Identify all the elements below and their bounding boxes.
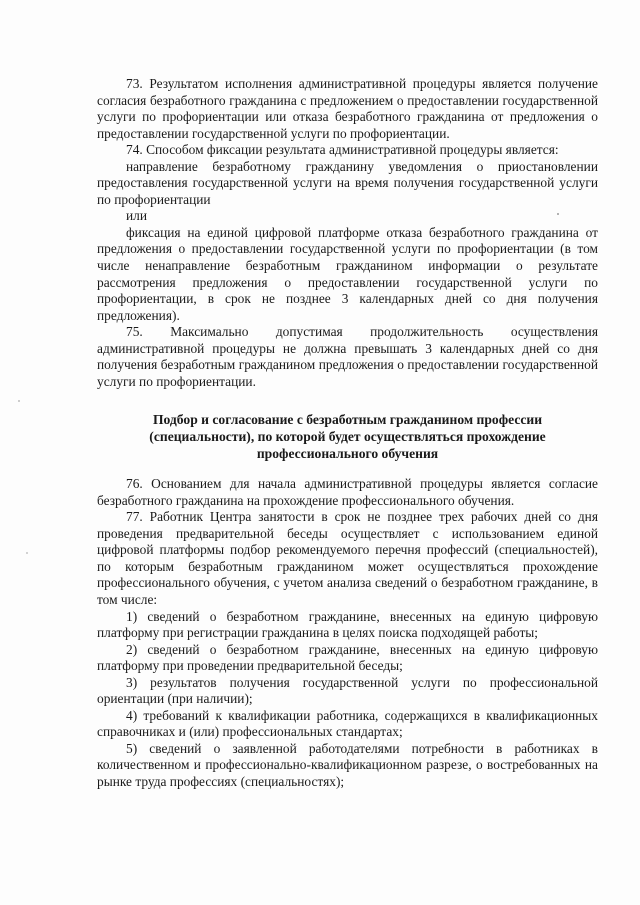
paragraph-77-item-2: 2) сведений о безработном гражданине, внесенных на единую цифровую платформу при проведении предварительной беседы;: [97, 641, 598, 674]
paragraph-77-item-1: 1) сведений о безработном гражданине, внесенных на единую цифровую платформу при регистрации гражданина в целях поиска подходящей работы;: [97, 608, 598, 641]
paragraph-75: 75. Максимально допустимая продолжительность осуществления административной процедуры не должна превышать 3 календарных дней со дня получения безработным гражданином предложения о предоставлении государственной услуги по профориентации.: [97, 324, 598, 389]
document-body: [97, 76, 598, 791]
paragraph-74-or: или: [126, 208, 148, 224]
scan-speck: [26, 552, 28, 554]
paragraph-77-item-5: 5) сведений о заявленной работодателями потребности в работниках в количественном и профессионально-квалификационном разрезе, о востребованных на рынке труда профессиях (специальностях);: [97, 740, 598, 790]
paragraph-73: 73. Результатом исполнения административной процедуры является получение согласия безработного гражданина с предложением о предоставлении государственной услуги по профориентации или отказа безработного гражданина от предложения о предоставлении государственной услуги по профориентации.: [97, 76, 598, 141]
section-heading: Подбор и согласование с безработным гражданином профессии (специальности), по которой будет осуществляться прохождение профессионального обучения: [149, 412, 546, 461]
paragraph-74-option-a: направление безработному гражданину уведомления о приостановлении предоставления государственной услуги на время получения государственной услуги по профориентации: [97, 158, 598, 207]
scan-speck: [18, 400, 20, 402]
paragraph-77: 77. Работник Центра занятости в срок не позднее трех рабочих дней со дня проведения предварительной беседы осуществляет с использованием единой цифровой платформы подбор рекомендуемого перечня профессий (специальностей), по которым безработным гражданином может осуществляться прохождение профессионального обучения, с учетом анализа сведений о безработном гражданине, в том числе:: [97, 509, 598, 607]
paragraph-74-option-b: фиксация на единой цифровой платформе отказа безработного гражданина от предложения о предоставлении государственной услуги по профориентации (в том числе ненаправление безработным гражданином информации о результате рассмотрения предложения о предоставлении государственной услуги по профориентации, в срок не позднее 3 календарных дней со дня получения предложения).: [97, 224, 598, 323]
paragraph-77-item-4: 4) требований к квалификации работника, содержащихся в квалификационных справочниках и (или) профессиональных стандартах;: [97, 707, 598, 740]
paragraph-77-item-3: 3) результатов получения государственной услуги по профессиональной ориентации (при наличии);: [97, 674, 598, 707]
paragraph-74: 74. Способом фиксации результата административной процедуры является:: [126, 142, 559, 158]
paragraph-76: 76. Основанием для начала административной процедуры является согласие безработного гражданина на прохождение профессионального обучения.: [97, 476, 598, 508]
